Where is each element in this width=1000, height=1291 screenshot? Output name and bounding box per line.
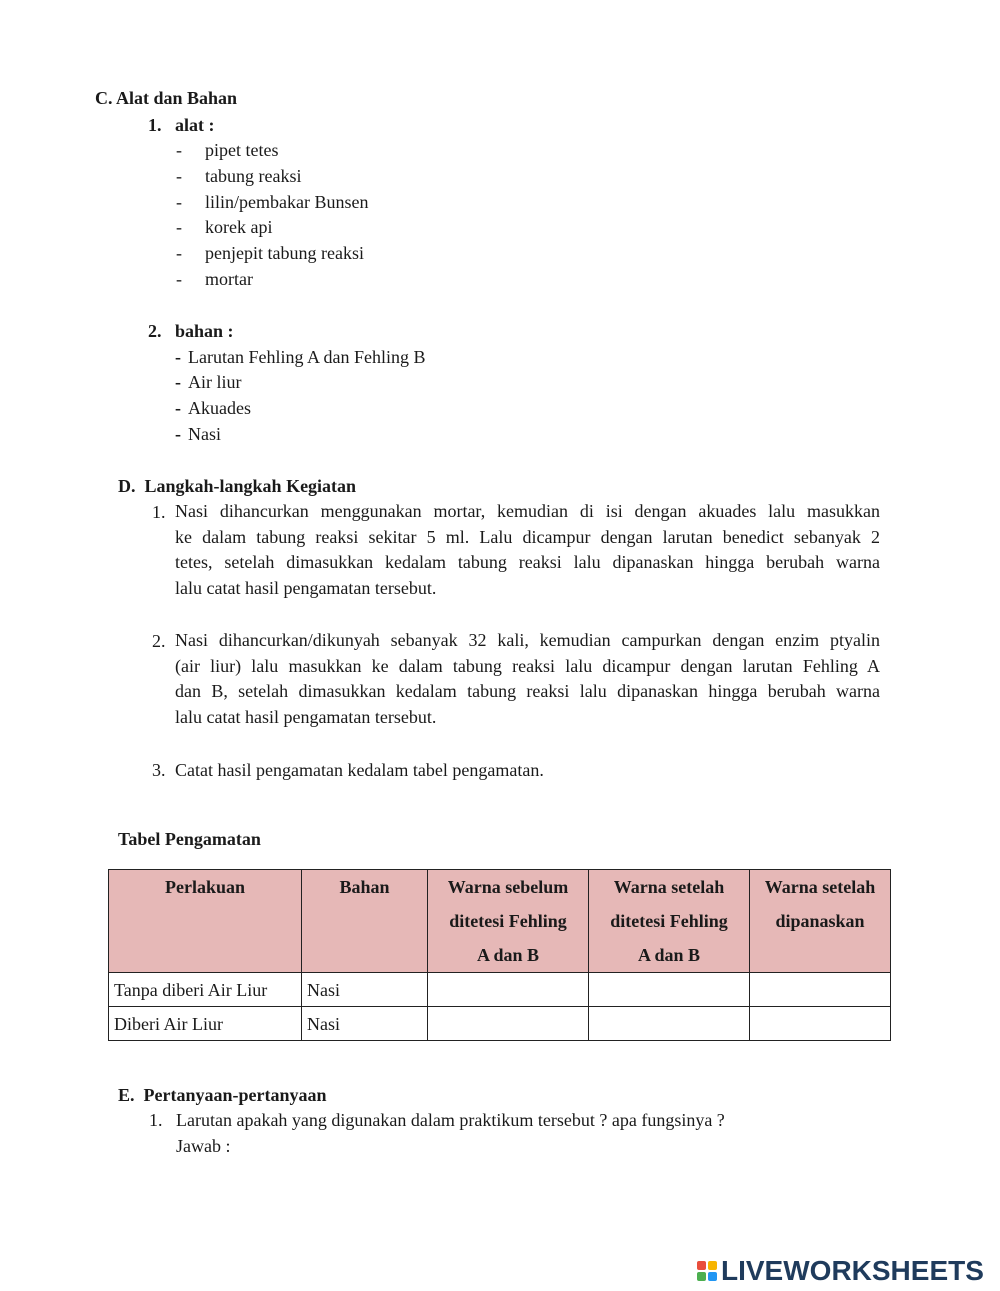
alat-item: korek api: [205, 217, 273, 237]
header-line: A dan B: [476, 945, 540, 965]
header-perlakuan: [109, 870, 302, 973]
header-warna-setelah-dipanaskan: [750, 870, 891, 973]
alat-title: 1. alat :: [148, 115, 215, 135]
table-cell-bahan: Nasi: [302, 973, 428, 1007]
step-line: lalu catat hasil pengamatan tersebut.: [175, 578, 437, 599]
step-2-text: [175, 628, 880, 731]
table-cell-answer[interactable]: [750, 973, 891, 1007]
step-number: 2.: [152, 631, 166, 651]
table-cell-answer[interactable]: [589, 973, 750, 1007]
step-line: Nasi dihancurkan menggunakan mortar, kemudian di isi dengan akuades lalu masukkan: [175, 501, 880, 521]
table-title: Tabel Pengamatan: [118, 829, 261, 849]
logo-text: LIVEWORKSHEETS: [721, 1255, 984, 1286]
dash: -: [176, 192, 182, 212]
dash: -: [176, 269, 182, 289]
header-line: Perlakuan: [164, 877, 245, 897]
dash: -: [175, 424, 181, 444]
logo-square-icon: [697, 1261, 706, 1270]
step-line: lalu catat hasil pengamatan tersebut.: [175, 707, 437, 728]
header-warna-sebelum: [428, 870, 589, 973]
header-bahan: [302, 870, 428, 973]
step-line: ke dalam tabung reaksi sekitar 5 ml. Lalu dicampur dengan larutan benedict sebanyak 2: [175, 526, 880, 547]
table-cell-bahan: Nasi: [302, 1007, 428, 1041]
table-cell-answer[interactable]: [428, 1007, 589, 1041]
header-line: ditetesi Fehling: [610, 911, 728, 931]
step-line: (air liur) lalu masukkan ke dalam tabung reaksi lalu dicampur dengan larutan Fehling A: [175, 655, 880, 676]
table-row: [109, 973, 891, 1007]
liveworksheets-logo[interactable]: [697, 1254, 984, 1288]
header-line: A dan B: [637, 945, 701, 965]
dash: -: [175, 398, 181, 418]
bahan-item: Nasi: [188, 424, 221, 444]
header-line: Bahan: [339, 877, 390, 897]
alat-item: lilin/pembakar Bunsen: [205, 192, 369, 212]
question-number: 1.: [149, 1110, 163, 1130]
section-c-heading: C. Alat dan Bahan: [95, 88, 238, 108]
step-number: 3.: [152, 760, 166, 780]
table-cell-answer[interactable]: [750, 1007, 891, 1041]
step-line: Nasi dihancurkan/dikunyah sebanyak 32 kali, kemudian campurkan dengan enzim ptyalin: [175, 630, 880, 650]
dash: -: [175, 347, 181, 367]
header-line: Warna sebelum: [447, 877, 569, 897]
alat-item: penjepit tabung reaksi: [205, 243, 364, 263]
dash: -: [176, 140, 182, 160]
dash: -: [175, 372, 181, 392]
alat-item: pipet tetes: [205, 140, 279, 160]
table-row: [109, 1007, 891, 1041]
observation-table: [108, 869, 891, 1041]
table-cell-perlakuan: Diberi Air Liur: [109, 1007, 302, 1041]
logo-square-icon: [697, 1272, 706, 1281]
logo-square-icon: [708, 1272, 717, 1281]
bahan-item: Air liur: [188, 372, 242, 392]
table-cell-answer[interactable]: [589, 1007, 750, 1041]
table-header-row: [109, 870, 891, 973]
logo-mark-icon: [697, 1261, 717, 1281]
bahan-title: 2. bahan :: [148, 321, 234, 341]
step-line: dan B, setelah dimasukkan kedalam tabung reaksi lalu dipanaskan hingga berubah warna: [175, 681, 880, 702]
step-3-text: Catat hasil pengamatan kedalam tabel pengamatan.: [175, 760, 544, 780]
alat-item: tabung reaksi: [205, 166, 302, 186]
dash: -: [176, 243, 182, 263]
alat-item: mortar: [205, 269, 253, 289]
section-e-heading: E. Pertanyaan-pertanyaan: [118, 1085, 327, 1105]
header-line: Warna setelah: [764, 877, 876, 897]
question-text: Larutan apakah yang digunakan dalam praktikum tersebut ? apa fungsinya ?: [176, 1110, 725, 1130]
logo-square-icon: [708, 1261, 717, 1270]
step-1-text: [175, 499, 880, 602]
table-cell-perlakuan: Tanpa diberi Air Liur: [109, 973, 302, 1007]
header-line: Warna setelah: [613, 877, 725, 897]
header-line: ditetesi Fehling: [449, 911, 567, 931]
bahan-item: Larutan Fehling A dan Fehling B: [188, 347, 426, 367]
section-d-heading: D. Langkah-langkah Kegiatan: [118, 476, 357, 496]
step-number: 1.: [152, 502, 166, 522]
dash: -: [176, 166, 182, 186]
step-line: tetes, setelah dimasukkan kedalam tabung reaksi lalu dipanaskan hingga berubah warna: [175, 552, 880, 573]
bahan-item: Akuades: [188, 398, 251, 418]
table-cell-answer[interactable]: [428, 973, 589, 1007]
header-warna-setelah-fehling: [589, 870, 750, 973]
dash: -: [176, 217, 182, 237]
header-line: dipanaskan: [775, 911, 865, 931]
answer-label[interactable]: Jawab :: [176, 1136, 231, 1156]
